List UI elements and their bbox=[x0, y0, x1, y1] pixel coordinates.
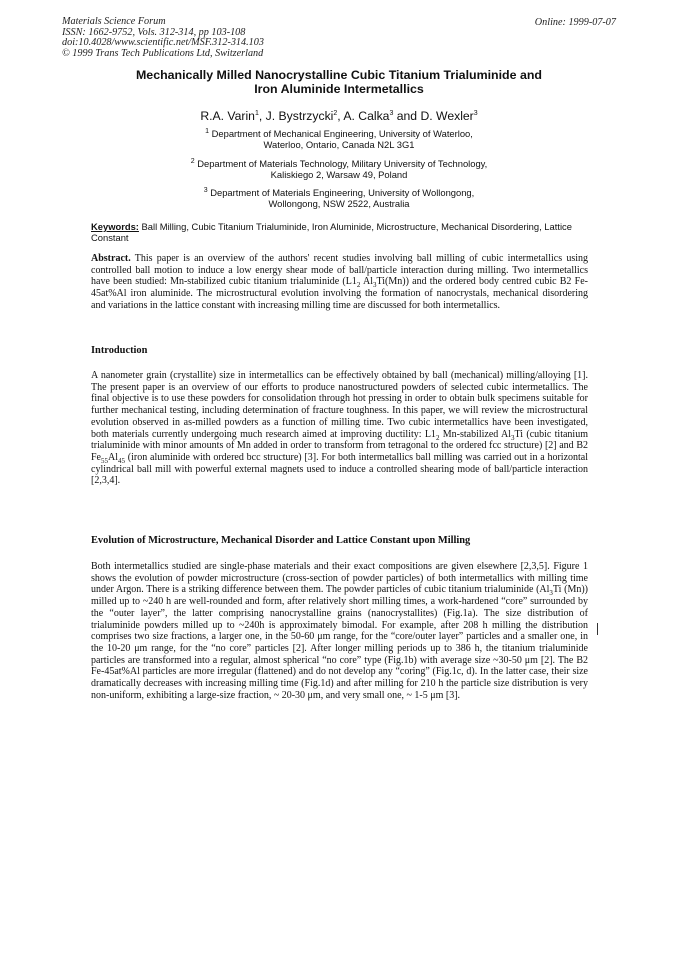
body-text: Ti (Mn)) milled up to ~240 h are well-rounded and form, after relatively short milling times, a work-hardened “core” surrounded by the “outer layer”, the latter comprising nanocrystalline grains (nanocrystallites) (Fig.1a). The size distribution of trialuminide powders milled up to ~240h is approximately bimodal. For example, after 208 h milling the distribution comprises two size fractions, a larger one, in the 50-60 μm range, for the “core/outer layer” particles and a smaller one, in the 10-20 μm range, for the “no core” particles [2]. After longer milling periods up to 386 h, the titanium trialuminide particles are transformed into a regular, almost spherical “no core” type (Fig.1b) with average size ~30-50 μm [2]. The B2 Fe-45at%Al particles are more irregular (flattened) and do not develop any “coring” (Fig.1c, d). In the latter case, their size dramatically decreases with increasing milling time (Fig.1d) and after milling for 210 h the particle size distribution is very non-uniform, exhibiting a large-size fraction, ~ 20-30 μm, and very small one, ~ 1-5 μm [3]. bbox=[91, 584, 589, 701]
author: R.A. Varin bbox=[200, 109, 255, 123]
copyright-line: © 1999 Trans Tech Publications Ltd, Switzerland bbox=[62, 47, 264, 59]
keywords bbox=[91, 221, 588, 244]
body-text: Ti (cubic titanium trialuminide with minor amounts of Mn added in order to transform from tetragonal to the ordered fcc structure) [2] and B2 Fe bbox=[91, 428, 588, 463]
issn-line: ISSN: 1662-9752, Vols. 312-314, pp 103-108 bbox=[62, 26, 246, 38]
affiliation-line: Department of Materials Engineering, University of Wollongong, bbox=[210, 187, 475, 198]
body-text: Both intermetallics studied are single-phase materials and their exact compositions are given elsewhere [2,3,5]. Figure 1 shows the evolution of powder microstructure (cross-section of powder particles) of both intermetallics with milling time under Argon. There is a striking difference between them. The powder particles of cubic titanium trialuminide (Al bbox=[91, 561, 588, 596]
subscript: 2 bbox=[356, 281, 361, 290]
evolution-paragraph bbox=[91, 561, 588, 701]
author-list bbox=[70, 109, 608, 123]
affiliation-mark: 3 bbox=[473, 109, 478, 117]
subscript: 3 bbox=[549, 589, 553, 598]
abstract-label: Abstract. bbox=[91, 253, 131, 264]
body-text: A nanometer grain (crystallite) size in intermetallics can be effectively obtained by ball (mechanical) milling/alloying [1]. The present paper is an overview of our efforts to produce nanostructured powders of selected cubic intermetallics. The final objective is to use these powders for consolidation through hot pressing in order to obtain bulk specimens suitable for further mechanical testing, including determination of fracture toughness. In this paper, we will review the microstructural evolution observed in as-milled powders as a function of milling time. Two cubic intermetallics have been investigated, both materials currently undergoing much research aimed at improving ductility: L1 bbox=[91, 370, 588, 440]
affiliation-line: Waterloo, Ontario, Canada N2L 3G1 bbox=[263, 139, 415, 151]
online-date: Online: 1999-07-07 bbox=[534, 17, 616, 28]
affiliation-mark: 1 bbox=[205, 127, 210, 135]
author: A. Calka bbox=[343, 109, 390, 123]
subscript: 3 bbox=[511, 433, 515, 442]
abstract-text: Ti(Mn)) and the ordered body centred cubic B2 Fe-45at%Al iron aluminide. The microstructural evolution involving the formation of nanocrystals, mechanical disordering and variations in the lattice constant with increasing milling time are discussed for both intermetallics. bbox=[91, 276, 588, 311]
author-separator: , bbox=[337, 109, 344, 123]
journal-name: Materials Science Forum bbox=[62, 16, 166, 27]
section-heading-evolution: Evolution of Microstructure, Mechanical Disorder and Lattice Constant upon Milling bbox=[91, 535, 471, 546]
paper-title bbox=[70, 68, 608, 96]
subscript: 3 bbox=[373, 281, 377, 290]
author-separator: , bbox=[258, 109, 266, 123]
doi-line: doi:10.4028/www.scientific.net/MSF.312-314.103 bbox=[62, 37, 264, 49]
body-text: Al bbox=[108, 451, 118, 463]
journal-header bbox=[62, 17, 264, 59]
abstract-text: This paper is an overview of the authors' recent studies involving ball milling of cubic intermetallics using controlled ball motion to induce a low energy shear mode of ball/particle interaction during milling. Two intermetallics have been studied: Mn-stabilized cubic titanium trialuminide (L1 bbox=[91, 253, 588, 288]
body-text: (iron aluminide with ordered bcc structure) [3]. For both intermetallics ball milling was carried out in a horizontal cylindrical ball mill with powerful external magnets used to induce a controlled shearing mode of ball/particle interaction [2,3,4]. bbox=[91, 451, 588, 487]
affiliation-line: Wollongong, NSW 2522, Australia bbox=[268, 198, 410, 210]
affiliation-line: Department of Materials Technology, Military University of Technology, bbox=[197, 158, 488, 169]
revision-bar bbox=[597, 623, 598, 635]
affiliation-mark: 3 bbox=[389, 109, 394, 117]
affiliation-mark: 3 bbox=[203, 186, 208, 194]
subscript: 45 bbox=[118, 456, 125, 465]
title-line-2: Iron Aluminide Intermetallics bbox=[254, 82, 424, 96]
affiliation-line: Kaliskiego 2, Warsaw 49, Poland bbox=[270, 169, 408, 181]
affiliation-mark: 2 bbox=[333, 109, 338, 117]
author: J. Bystrzycki bbox=[265, 109, 334, 123]
affiliation-mark: 1 bbox=[254, 109, 259, 117]
section-heading-introduction: Introduction bbox=[91, 345, 148, 356]
affiliation-3 bbox=[70, 187, 608, 210]
body-text: Mn-stabilized Al bbox=[439, 428, 512, 440]
keywords-label: Keywords: bbox=[91, 221, 139, 232]
affiliation-line: Department of Mechanical Engineering, University of Waterloo, bbox=[211, 128, 473, 139]
subscript: 2 bbox=[435, 433, 440, 442]
title-line-1: Mechanically Milled Nanocrystalline Cubic Titanium Trialuminide and bbox=[135, 68, 542, 82]
author: D. Wexler bbox=[420, 109, 474, 123]
affiliation-1 bbox=[70, 128, 608, 151]
abstract-text: Al bbox=[360, 276, 373, 288]
affiliation-2 bbox=[70, 158, 608, 181]
affiliation-mark: 2 bbox=[190, 157, 195, 165]
author-separator: and bbox=[393, 109, 421, 123]
introduction-paragraph bbox=[91, 370, 588, 487]
abstract bbox=[91, 253, 588, 312]
subscript: 55 bbox=[101, 456, 108, 465]
keywords-text: Ball Milling, Cubic Titanium Trialuminide, Iron Aluminide, Microstructure, Mechanical Disordering, Lattice Constant bbox=[91, 221, 572, 244]
